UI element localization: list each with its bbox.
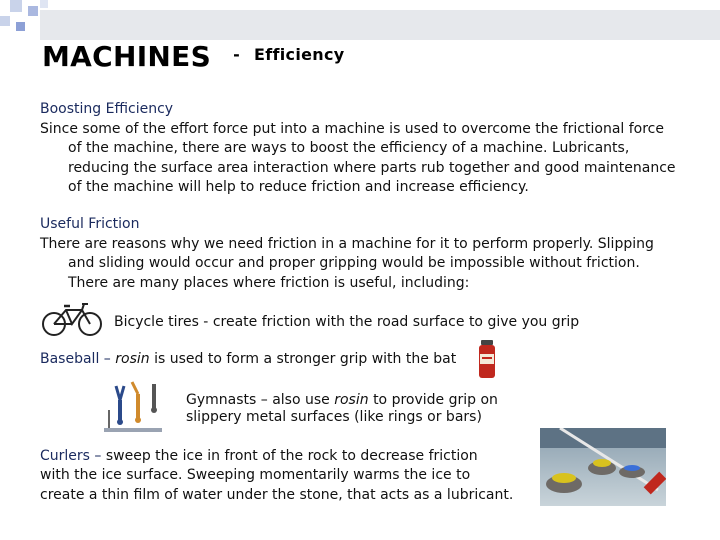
useful-heading: Useful Friction [40,216,140,232]
boosting-heading: Boosting Efficiency [40,101,174,117]
gymnasts-rosin: rosin [334,392,369,408]
rosin-bottle-icon [476,340,498,380]
baseball-lead: Baseball – [40,351,111,367]
boosting-section [40,100,680,198]
curlers-text [40,447,478,466]
curlers-text-line2: with the ice surface. Sweeping momentarily warms the ice to [40,467,471,483]
useful-section [40,215,680,293]
baseball-text [40,350,456,369]
title-main: MACHINES [42,40,212,73]
gymnasts-text-line2: slippery metal surfaces (like rings or bars) [186,409,482,425]
title-separator: - [233,45,241,64]
gymnasts-icon [104,380,166,440]
gymnasts-lead: Gymnasts – also use [186,392,330,408]
title-subtitle: Efficiency [254,45,345,64]
curlers-text-line3: create a thin film of water under the stone, that acts as a lubricant. [40,487,514,503]
boosting-text: Since some of the effort force put into a machine is used to overcome the frictional force of the machine, there are ways to boost the efficiency of a machine. Lubricants, reducing the surface area interaction where parts rub together and good maintenance of the machine will help to reduce friction and increase efficiency. [40,120,676,195]
bicycle-text: Bicycle tires - create friction with the road surface to give you grip [114,314,580,330]
baseball-rest: is used to form a stronger grip with the bat [154,351,457,367]
baseball-rosin: rosin [115,351,150,367]
curlers-rest: sweep the ice in front of the rock to decrease friction [105,448,478,464]
header-bar [40,10,720,40]
bicycle-icon [40,298,104,338]
slide-title [42,40,344,73]
curlers-lead: Curlers – [40,448,102,464]
useful-text: There are reasons why we need friction in a machine for it to perform properly. Slipping and sliding would occur and proper gripping would be impossible without friction. There are many places where friction is useful, including: [40,235,654,291]
gymnasts-rest: to provide grip on [373,392,498,408]
curling-photo [540,428,666,506]
